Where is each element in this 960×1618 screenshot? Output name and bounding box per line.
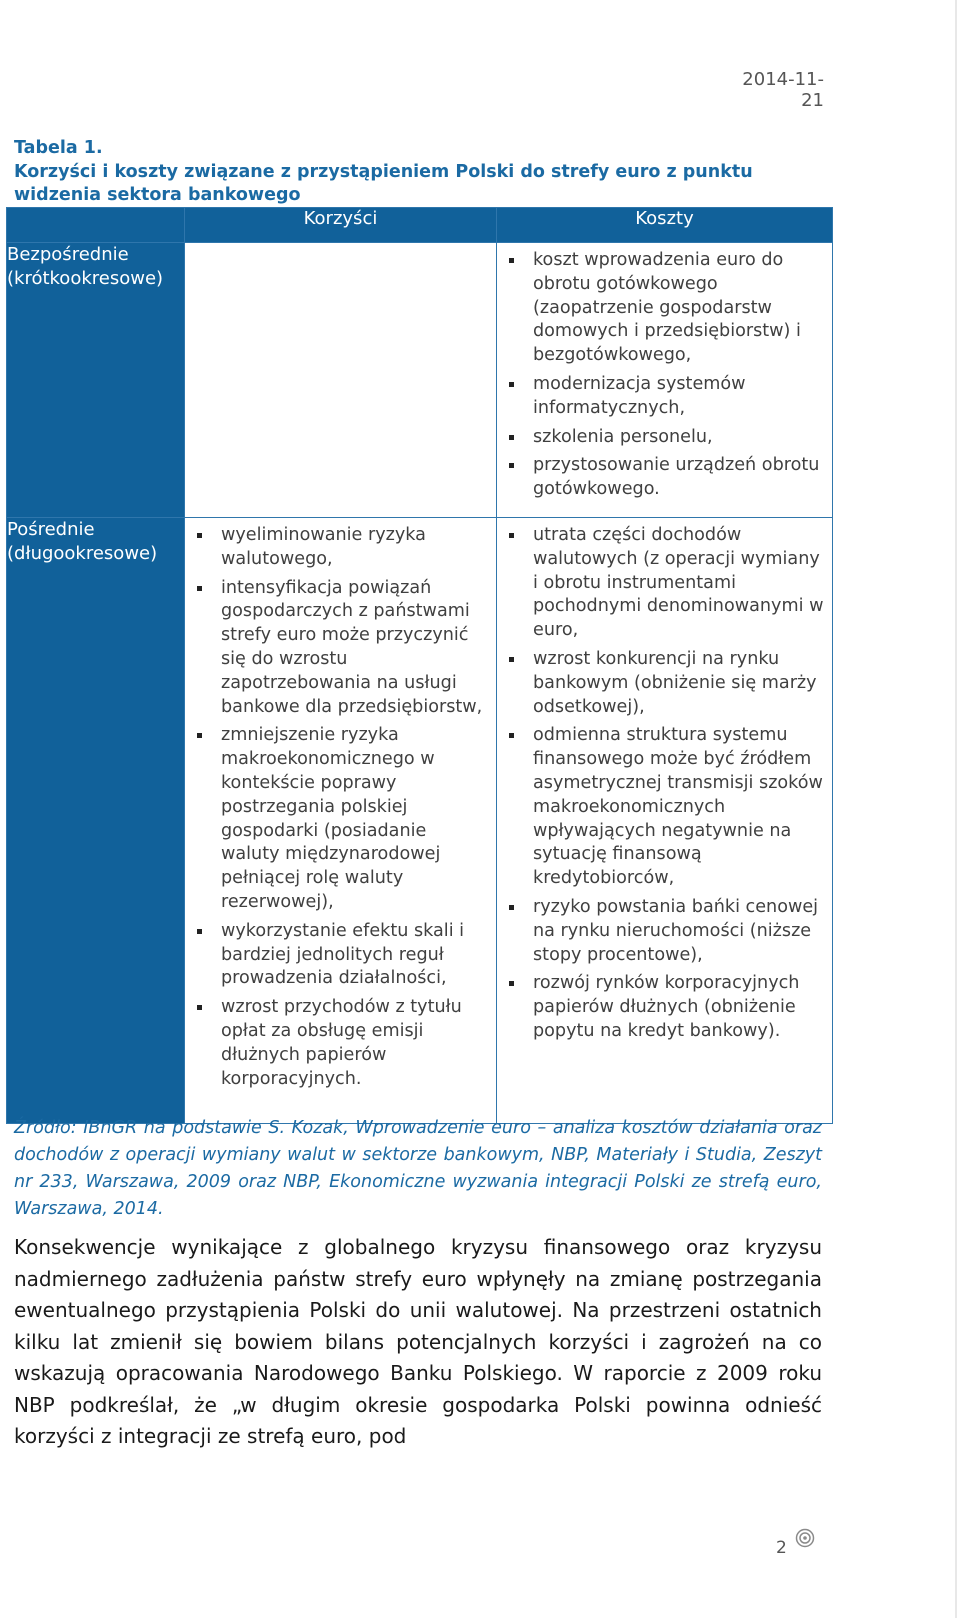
body-paragraph: Konsekwencje wynikające z globalnego kryzysu finansowego oraz kryzysu nadmiernego zadłużenia państw strefy euro wpłynęły na zmianę postrzegania ewentualnego przystąpienia Polski do unii walutowej. Na przestrzeni ostatnich kilku lat zmienił się bowiem bilans potencjalnych korzyści i zagrożeń na co wskazują opracowania Narodowego Banku Polskiego. W raporcie z 2009 roku NBP podkreślał, że „w długim okresie gospodarka Polski powinna odnieść korzyści z integracji ze strefą euro, pod	[14, 1235, 822, 1448]
table-row-direct	[7, 243, 833, 518]
list-item: wyeliminowanie ryzyka walutowego,	[221, 524, 488, 572]
table-title: Korzyści i koszty związane z przystąpieniem Polski do strefy euro z punktu widzenia sektora bankowego	[14, 161, 753, 205]
list-item: odmienna struktura systemu finansowego może być źródłem asymetrycznej transmisji szoków makroekonomicznych wpływających negatywnie na sytuację finansową kredytobiorców,	[533, 724, 824, 891]
header-corner	[7, 208, 185, 243]
indirect-costs-cell	[497, 518, 833, 1124]
indirect-benefits-list	[185, 518, 496, 1091]
direct-costs-cell	[497, 243, 833, 518]
table-label: Tabela 1.	[14, 138, 103, 158]
list-item: ryzyko powstania bańki cenowej na rynku nieruchomości (niższe stopy procentowe),	[533, 896, 824, 967]
page-number: 2	[776, 1538, 787, 1558]
list-item: modernizacja systemów informatycznych,	[533, 373, 824, 421]
list-item: koszt wprowadzenia euro do obrotu gotówkowego (zaopatrzenie gospodarstw domowych i przedsiębiorstw) i bezgotówkowego,	[533, 249, 824, 368]
indirect-benefits-cell	[185, 518, 497, 1124]
list-item: wykorzystanie efektu skali i bardziej jednolitych reguł prowadzenia działalności,	[221, 920, 488, 991]
row-label-direct: Bezpośrednie (krótkookresowe)	[7, 243, 185, 518]
list-item: szkolenia personelu,	[533, 426, 824, 450]
table-caption	[14, 137, 814, 208]
header-benefits: Korzyści	[185, 208, 497, 243]
table-source-note: Źródło: IBnGR na podstawie S. Kozak, Wprowadzenie euro – analiza kosztów działania oraz dochodów z operacji wymiany walut w sektorze bankowym, NBP, Materiały i Studia, Zeszyt nr 233, Warszawa, 2009 oraz NBP, Ekonomiczne wyzwania integracji Polski ze strefą euro, Warszawa, 2014.	[14, 1118, 822, 1219]
document-date: 2014-11-21	[742, 69, 824, 111]
page-edge-rule	[955, 0, 957, 1618]
list-item: wzrost przychodów z tytułu opłat za obsługę emisji dłużnych papierów korporacyjnych.	[221, 996, 488, 1091]
benefits-costs-table	[6, 207, 833, 1124]
table-header-row	[7, 208, 833, 243]
list-item: wzrost konkurencji na rynku bankowym (obniżenie się marży odsetkowej),	[533, 648, 824, 719]
direct-costs-list	[497, 243, 832, 502]
direct-benefits-cell	[185, 243, 497, 518]
indirect-costs-list	[497, 518, 832, 1044]
list-item: rozwój rynków korporacyjnych papierów dłużnych (obniżenie popytu na kredyt bankowy).	[533, 972, 824, 1043]
table-row-indirect	[7, 518, 833, 1124]
list-item: przystosowanie urządzeń obrotu gotówkowego.	[533, 454, 824, 502]
list-item: utrata części dochodów walutowych (z operacji wymiany i obrotu instrumentami pochodnymi denominowanymi w euro,	[533, 524, 824, 643]
list-item: intensyfikacja powiązań gospodarczych z państwami strefy euro może przyczynić się do wzrostu zapotrzebowania na usługi bankowe dla przedsiębiorstw,	[221, 577, 488, 720]
row-label-indirect: Pośrednie (długookresowe)	[7, 518, 185, 1124]
header-costs: Koszty	[497, 208, 833, 243]
list-item: zmniejszenie ryzyka makroekonomicznego w kontekście poprawy postrzegania polskiej gospodarki (posiadanie waluty międzynarodowej pełniącej rolę waluty rezerwowej),	[221, 724, 488, 914]
page-ornament-icon	[795, 1528, 815, 1548]
